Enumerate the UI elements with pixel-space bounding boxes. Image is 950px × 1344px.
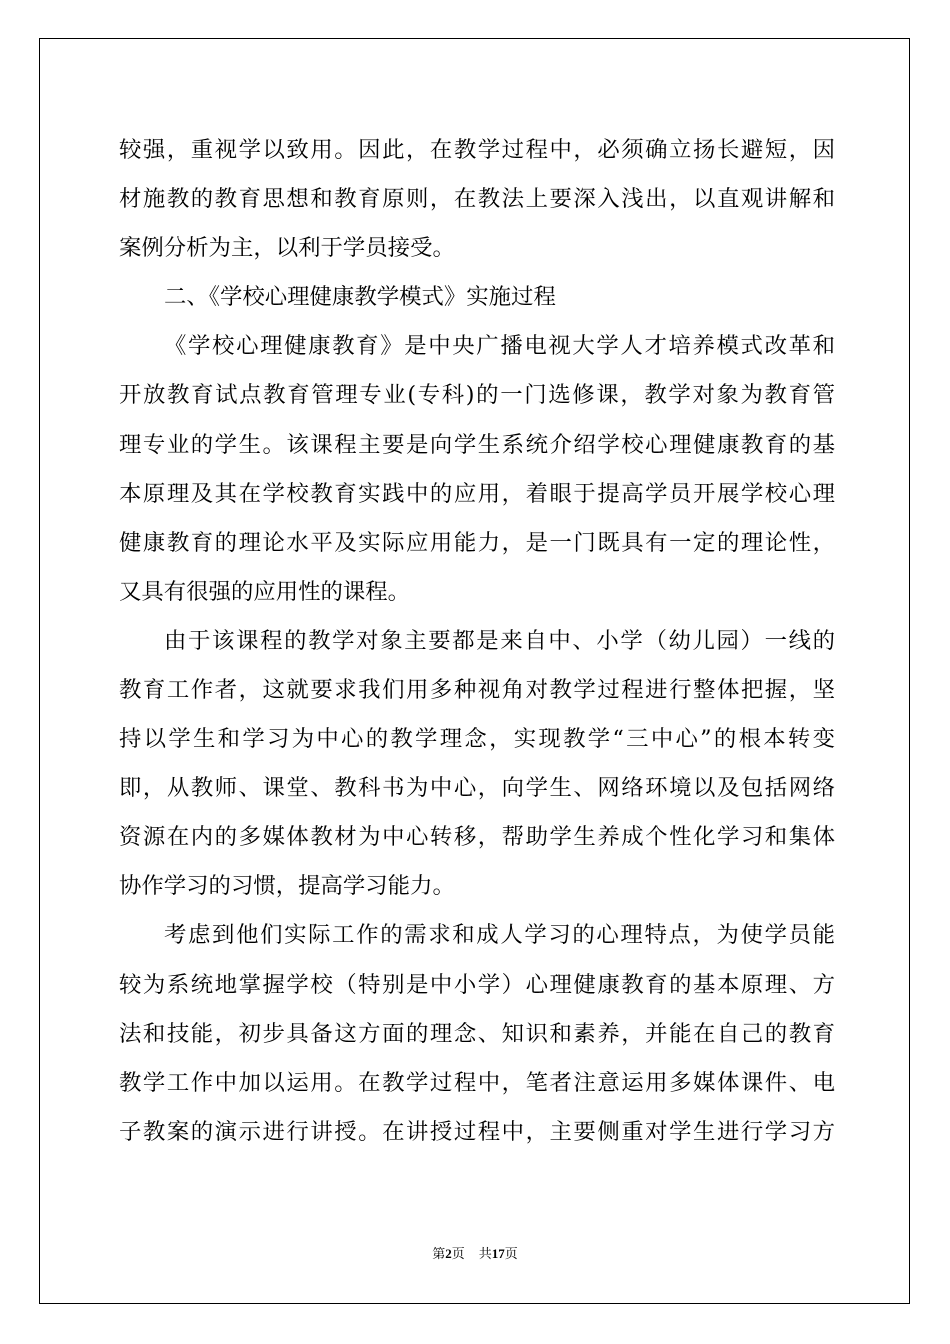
body-line: 又具有很强的应用性的课程。 [119, 579, 411, 605]
body-line: 教育工作者，这就要求我们用多种视角对教学过程进行整体把握，坚 [119, 677, 835, 703]
body-line: 资源在内的多媒体教材为中心转移，帮助学生养成个性化学习和集体 [119, 824, 835, 850]
body-line: 持以学生和学习为中心的教学理念，实现教学“三中心”的根本转变 [119, 726, 835, 752]
body-line: 教学工作中加以运用。在教学过程中，笔者注意运用多媒体课件、电 [119, 1070, 835, 1096]
body-line: 由于该课程的教学对象主要都是来自中、小学（幼儿园）一线的 [164, 628, 835, 654]
body-line: 开放教育试点教育管理专业(专科)的一门选修课，教学对象为教育管 [119, 382, 835, 408]
footer-page-number: 2 [445, 1246, 452, 1261]
body-line: 较强，重视学以致用。因此，在教学过程中，必须确立扬长避短，因 [119, 137, 835, 163]
body-line: 本原理及其在学校教育实践中的应用，着眼于提高学员开展学校心理 [119, 481, 835, 507]
footer-page-prefix: 第 [432, 1246, 446, 1261]
body-line: 健康教育的理论水平及实际应用能力，是一门既具有一定的理论性， [119, 530, 835, 556]
footer-total-prefix: 共 [478, 1246, 492, 1261]
body-line: 考虑到他们实际工作的需求和成人学习的心理特点，为使学员能 [164, 922, 835, 948]
body-line: 材施教的教育思想和教育原则，在教法上要深入浅出，以直观讲解和 [119, 186, 835, 212]
footer-total-suffix: 页 [504, 1246, 518, 1261]
body-line: 案例分析为主，以利于学员接受。 [119, 235, 455, 261]
page-footer [0, 1244, 950, 1264]
body-line: 较为系统地掌握学校（特别是中小学）心理健康教育的基本原理、方 [119, 972, 835, 998]
section-heading: 二、《学校心理健康教学模式》实施过程 [164, 284, 556, 310]
body-line: 理专业的学生。该课程主要是向学生系统介绍学校心理健康教育的基 [119, 432, 835, 458]
body-line: 《学校心理健康教育》是中央广播电视大学人才培养模式改革和 [164, 333, 835, 359]
footer-page-suffix: 页 [451, 1246, 465, 1261]
footer-total-pages: 17 [491, 1246, 505, 1261]
body-line: 即，从教师、课堂、教科书为中心，向学生、网络环境以及包括网络 [119, 775, 835, 801]
body-line: 协作学习的习惯，提高学习能力。 [119, 873, 455, 899]
body-line: 法和技能，初步具备这方面的理念、知识和素养，并能在自己的教育 [119, 1021, 835, 1047]
body-line: 子教案的演示进行讲授。在讲授过程中，主要侧重对学生进行学习方 [119, 1119, 835, 1145]
